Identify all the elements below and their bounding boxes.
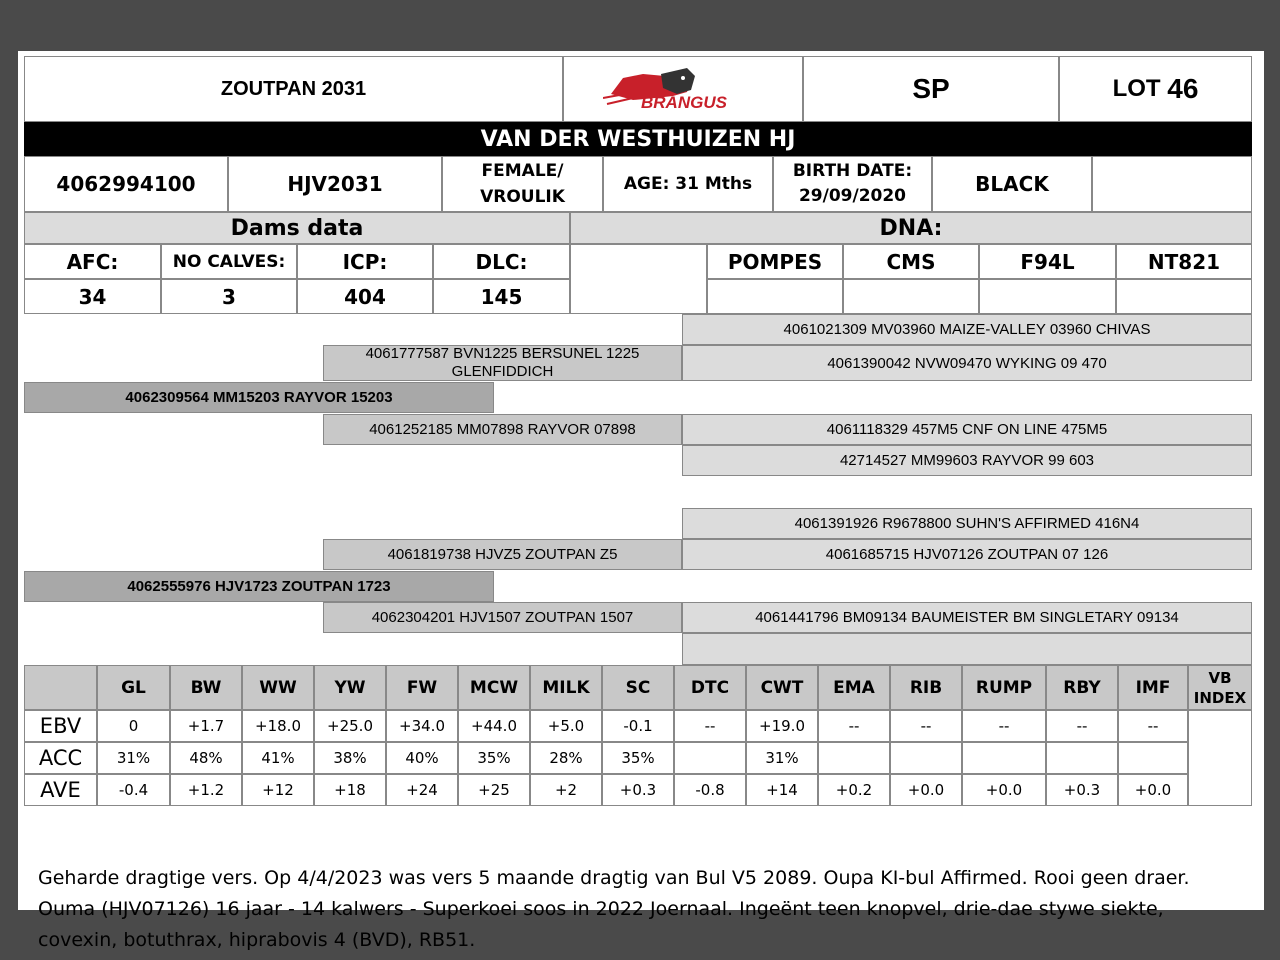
index-label: INDEX [1193, 688, 1247, 707]
ebv-cell [1118, 742, 1188, 774]
pedigree-dam-dam-sire: 4061441796 BM09134 BAUMEISTER BM SINGLETARY 09134 [682, 602, 1252, 633]
ebv-cell: -- [818, 710, 890, 742]
ebv-cell: -- [962, 710, 1046, 742]
owner-bar: VAN DER WESTHUIZEN HJ [24, 122, 1252, 156]
ebv-cell: -- [890, 710, 962, 742]
ebv-cell: 28% [530, 742, 602, 774]
bull-logo-icon [603, 64, 763, 114]
sex: FEMALE/ VROULIK [442, 156, 603, 212]
lot-number [1059, 56, 1252, 122]
ebv-column-header: CWT [746, 665, 818, 710]
ebv-cell: +1.2 [170, 774, 242, 806]
birth-date-label: BIRTH DATE: [792, 161, 913, 181]
pedigree-dam-dam-dam [682, 633, 1252, 665]
dna-empty-cell [570, 244, 707, 314]
dna-pompes-value [707, 279, 843, 314]
ebv-cell: 35% [602, 742, 674, 774]
age: AGE: 31 Mths [603, 156, 773, 212]
ebv-cell: 40% [386, 742, 458, 774]
ebv-cell: 31% [97, 742, 170, 774]
ebv-cell [890, 742, 962, 774]
ebv-cell: +14 [746, 774, 818, 806]
ebv-cell: 38% [314, 742, 386, 774]
birth-date-value: 29/09/2020 [798, 186, 907, 206]
ebv-cell: +0.3 [602, 774, 674, 806]
ebv-column-header: YW [314, 665, 386, 710]
lot-notes: Geharde dragtige vers. Op 4/4/2023 was vers 5 maande dragtig van Bul V5 2089. Oupa KI-bul Affirmed. Rooi geen draer. Ouma (HJV07126) 16 jaar - 14 kalwers - Superkoei soos in 2022 Joernaal. Ingeënt teen knopvel, drie-dae stywe siekte, covexin, botuthrax, hiprabovis 4 (BVD), RB51. [38, 867, 1190, 951]
ebv-cell: +0.2 [818, 774, 890, 806]
ebv-cell: +19.0 [746, 710, 818, 742]
lot-card [18, 51, 1264, 951]
pedigree-sire: 4062309564 MM15203 RAYVOR 15203 [24, 382, 494, 413]
vb-index-value [1188, 710, 1252, 806]
ebv-cell: +5.0 [530, 710, 602, 742]
ebv-cell [962, 742, 1046, 774]
pedigree-dam-sire: 4061819738 HJVZ5 ZOUTPAN Z5 [323, 539, 682, 570]
pedigree-sire-dam: 4061252185 MM07898 RAYVOR 07898 [323, 414, 682, 445]
ebv-column-header: DTC [674, 665, 746, 710]
ebv-column-header: RBY [1046, 665, 1118, 710]
ebv-row-label: ACC [24, 742, 97, 774]
lot-value: 46 [1167, 73, 1199, 104]
dna-cms-header: CMS [843, 244, 979, 279]
ebv-cell: 35% [458, 742, 530, 774]
ebv-cell: -- [1118, 710, 1188, 742]
dlc-value: 145 [433, 279, 570, 314]
pedigree-sire-sire: 4061777587 BVN1225 BERSUNEL 1225 GLENFIDDICH [323, 345, 682, 381]
pedigree-dam: 4062555976 HJV1723 ZOUTPAN 1723 [24, 571, 494, 602]
ebv-cell: +25 [458, 774, 530, 806]
ebv-column-header: MCW [458, 665, 530, 710]
pedigree-sire-dam-sire: 4061118329 457M5 CNF ON LINE 475M5 [682, 414, 1252, 445]
ebv-column-header: BW [170, 665, 242, 710]
ident-code: HJV2031 [228, 156, 442, 212]
dna-nt821-value [1116, 279, 1252, 314]
ebv-cell: +12 [242, 774, 314, 806]
ebv-column-header: GL [97, 665, 170, 710]
ebv-cell [674, 742, 746, 774]
pedigree-dam-dam: 4062304201 HJV1507 ZOUTPAN 1507 [323, 602, 682, 633]
logo-text: BRANGUS [641, 93, 727, 112]
afc-header: AFC: [24, 244, 161, 279]
pedigree-sire-dam-dam: 42714527 MM99603 RAYVOR 99 603 [682, 445, 1252, 476]
ebv-column-header: IMF [1118, 665, 1188, 710]
brangus-logo [563, 56, 803, 122]
ebv-column-header: FW [386, 665, 458, 710]
dna-f94l-value [979, 279, 1116, 314]
vb-index-header [1188, 665, 1252, 710]
ebv-cell [1046, 742, 1118, 774]
ebv-cell: +0.0 [1118, 774, 1188, 806]
ebv-column-header: EMA [818, 665, 890, 710]
ebv-cell: +1.7 [170, 710, 242, 742]
ebv-cell: -- [674, 710, 746, 742]
dna-nt821-header: NT821 [1116, 244, 1252, 279]
birth-date [773, 156, 932, 212]
ebv-column-header: SC [602, 665, 674, 710]
ebv-cell: +44.0 [458, 710, 530, 742]
ebv-cell: +34.0 [386, 710, 458, 742]
ebv-cell: +0.0 [962, 774, 1046, 806]
afc-value: 34 [24, 279, 161, 314]
registration-number: 4062994100 [24, 156, 228, 212]
colour: BLACK [932, 156, 1092, 212]
dlc-header: DLC: [433, 244, 570, 279]
ebv-cell [818, 742, 890, 774]
ebv-cell: -- [1046, 710, 1118, 742]
ebv-column-header: RIB [890, 665, 962, 710]
dna-cms-value [843, 279, 979, 314]
ebv-column-header: RUMP [962, 665, 1046, 710]
pedigree-dam-sire-sire: 4061391926 R9678800 SUHN'S AFFIRMED 416N4 [682, 508, 1252, 539]
category-badge: SP [803, 56, 1059, 122]
no-calves-value: 3 [161, 279, 297, 314]
ebv-cell: -0.8 [674, 774, 746, 806]
ebv-cell: -0.4 [97, 774, 170, 806]
dna-pompes-header: POMPES [707, 244, 843, 279]
ebv-cell: 0 [97, 710, 170, 742]
animal-name: ZOUTPAN 2031 [24, 56, 563, 122]
ebv-cell: +25.0 [314, 710, 386, 742]
ebv-cell: +2 [530, 774, 602, 806]
info-empty-cell [1092, 156, 1252, 212]
ebv-cell: +18 [314, 774, 386, 806]
ebv-row-label: AVE [24, 774, 97, 806]
dna-title: DNA: [570, 212, 1252, 244]
pedigree-sire-sire-dam: 4061390042 NVW09470 WYKING 09 470 [682, 345, 1252, 381]
ebv-cell: 31% [746, 742, 818, 774]
ebv-column-header: WW [242, 665, 314, 710]
ebv-row-label: EBV [24, 710, 97, 742]
ebv-corner-cell [24, 665, 97, 710]
icp-value: 404 [297, 279, 433, 314]
dna-f94l-header: F94L [979, 244, 1116, 279]
pedigree-dam-sire-dam: 4061685715 HJV07126 ZOUTPAN 07 126 [682, 539, 1252, 570]
ebv-cell: 41% [242, 742, 314, 774]
no-calves-header: NO CALVES: [161, 244, 297, 279]
ebv-cell: -0.1 [602, 710, 674, 742]
ebv-cell: +18.0 [242, 710, 314, 742]
ebv-cell: +0.3 [1046, 774, 1118, 806]
pedigree-sire-sire-sire: 4061021309 MV03960 MAIZE-VALLEY 03960 CHIVAS [682, 314, 1252, 345]
vb-label: VB [1208, 668, 1232, 687]
ebv-cell: 48% [170, 742, 242, 774]
ebv-column-header: MILK [530, 665, 602, 710]
ebv-cell: +24 [386, 774, 458, 806]
dams-data-title: Dams data [24, 212, 570, 244]
lot-label: LOT [1112, 75, 1161, 102]
icp-header: ICP: [297, 244, 433, 279]
ebv-cell: +0.0 [890, 774, 962, 806]
